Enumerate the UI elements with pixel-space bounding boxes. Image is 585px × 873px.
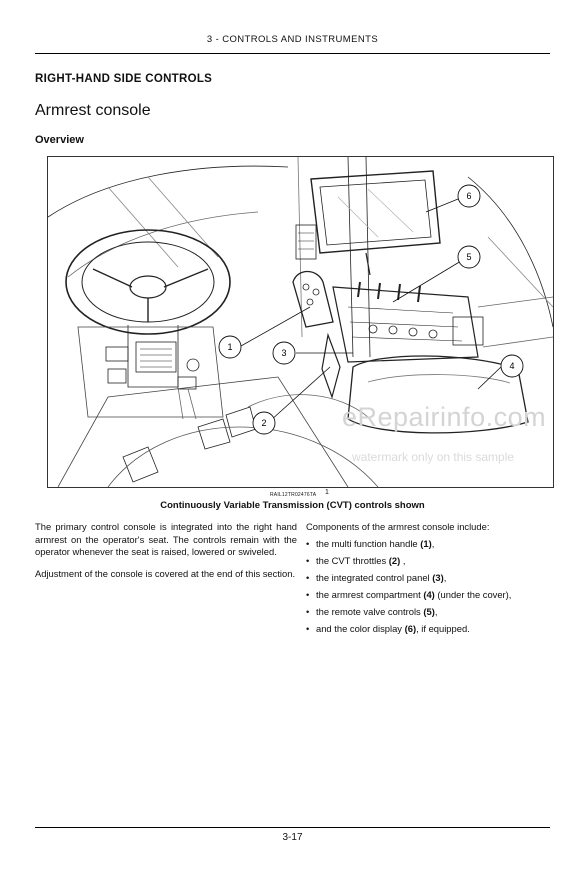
adjustment-paragraph: Adjustment of the console is covered at the end of this section. bbox=[35, 567, 296, 579]
callout-4 bbox=[501, 355, 523, 377]
bullet-icon: • bbox=[306, 623, 310, 635]
section-title: RIGHT-HAND SIDE CONTROLS bbox=[35, 73, 213, 85]
armrest-console-illustration bbox=[47, 156, 554, 488]
callout-1 bbox=[219, 336, 241, 358]
list-item: • the remote valve controls (5), bbox=[306, 605, 438, 617]
bullet-icon: • bbox=[306, 571, 310, 583]
list-item: • the CVT throttles (2) , bbox=[306, 554, 406, 566]
svg-text:1: 1 bbox=[227, 342, 233, 352]
watermark-logo: eRepairinfo.com bbox=[342, 402, 547, 432]
svg-text:2: 2 bbox=[261, 418, 267, 428]
svg-text:4: 4 bbox=[509, 361, 515, 371]
page-number: 3-17 bbox=[282, 832, 303, 843]
bullet-icon: • bbox=[306, 588, 310, 600]
bullet-icon: • bbox=[306, 554, 310, 566]
list-item: • the armrest compartment (4) (under the cover), bbox=[306, 588, 512, 600]
header-rule bbox=[35, 53, 550, 54]
subtitle: Armrest console bbox=[35, 102, 151, 119]
overview-heading: Overview bbox=[35, 134, 84, 146]
figure-caption: Continuously Variable Transmission (CVT) controls shown bbox=[160, 500, 425, 511]
list-item: • the integrated control panel (3), bbox=[306, 571, 447, 583]
svg-text:3: 3 bbox=[281, 348, 287, 358]
components-intro: Components of the armrest console include: bbox=[306, 521, 490, 532]
description-column bbox=[35, 521, 297, 589]
chapter-header: 3 - CONTROLS AND INSTRUMENTS bbox=[206, 34, 379, 45]
watermark-note: watermark only on this sample bbox=[352, 450, 515, 464]
callout-2 bbox=[253, 412, 275, 434]
components-column bbox=[306, 521, 556, 640]
footer-rule bbox=[35, 827, 550, 828]
svg-text:5: 5 bbox=[466, 252, 472, 262]
bullet-icon: • bbox=[306, 537, 310, 549]
callout-3 bbox=[273, 342, 295, 364]
callout-5 bbox=[458, 246, 480, 268]
callout-6 bbox=[458, 185, 480, 207]
components-list bbox=[306, 538, 556, 636]
list-item: • the multi function handle (1), bbox=[306, 537, 435, 549]
bullet-icon: • bbox=[306, 605, 310, 617]
svg-text:6: 6 bbox=[466, 191, 472, 201]
figure-number: 1 bbox=[325, 489, 329, 496]
figure-code: RAIL12TR02476TA bbox=[270, 492, 317, 498]
list-item: • and the color display (6), if equipped. bbox=[306, 623, 470, 635]
description-paragraph: The primary control console is integrated into the right hand armrest on the operator's seat. The controls remain with the operator whenever the seat is raised, lowered or swiveled. bbox=[35, 521, 297, 558]
